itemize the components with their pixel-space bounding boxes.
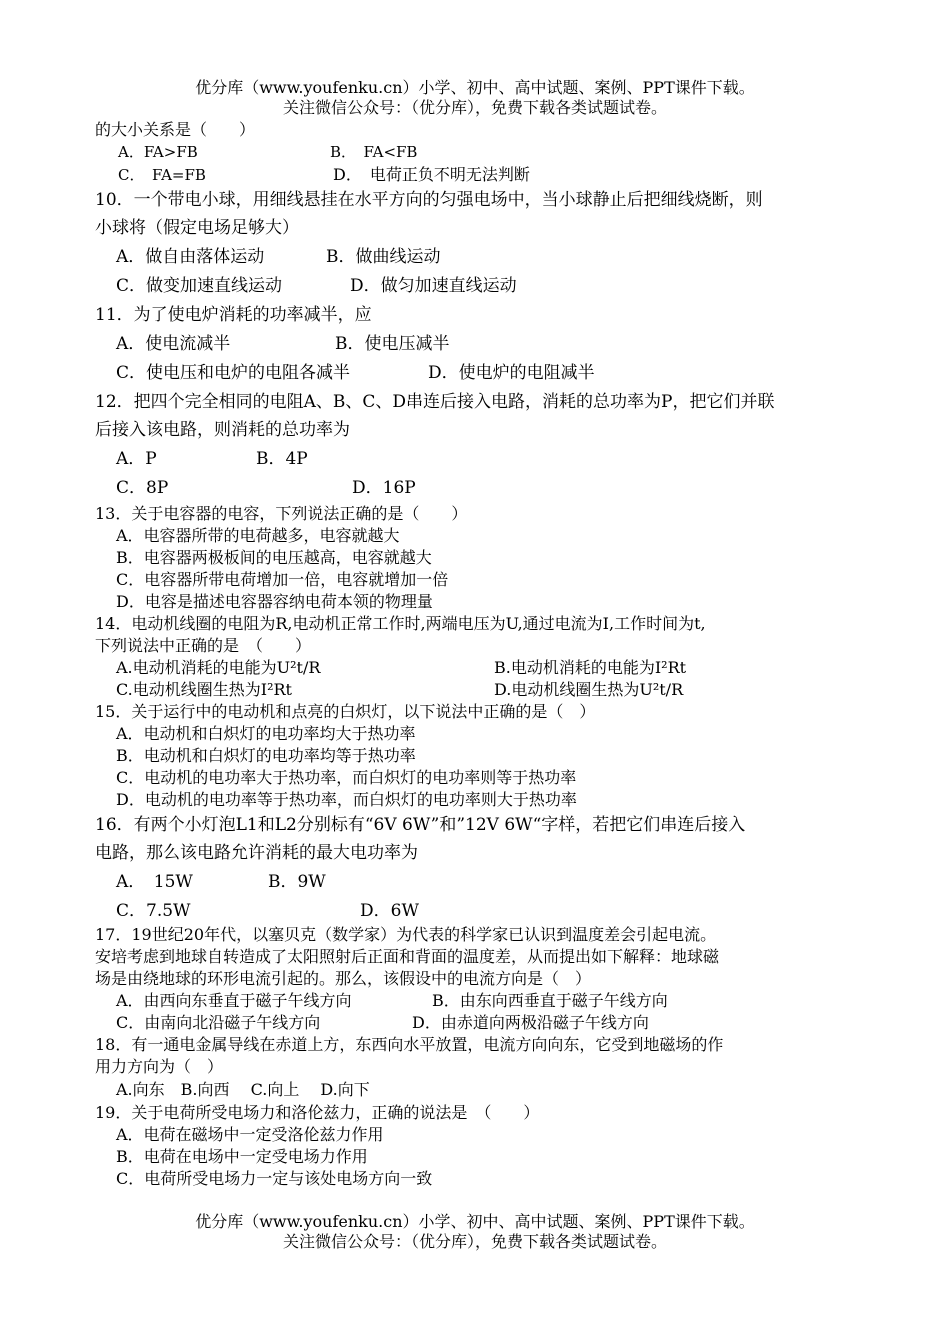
header-line-1: 优分库（www.youfenku.cn）小学、初中、高中试题、案例、PPT课件下载。	[195, 78, 755, 97]
q19-option-a: A．电荷在磁场中一定受洛伦兹力作用	[116, 1125, 384, 1144]
q10-line-2: 小球将（假定电场足够大）	[95, 218, 299, 238]
q12-option-d: D．16P	[352, 478, 416, 498]
q16-option-a: A． 15W	[116, 872, 193, 892]
q18-line-1: 18．有一通电金属导线在赤道上方，东西向水平放置，电流方向向东，它受到地磁场的作	[95, 1035, 724, 1054]
q12-line-2: 后接入该电路，则消耗的总功率为	[95, 420, 350, 440]
q16-line-2: 电路，那么该电路允许消耗的最大电功率为	[95, 843, 418, 863]
q17-line-3: 场是由绕地球的环形电流引起的。那么，该假设中的电流方向是（ ）	[95, 969, 592, 988]
q16-option-c: C．7.5W	[116, 901, 191, 921]
q11-option-d: D．使电炉的电阻减半	[428, 363, 595, 383]
footer-line-1: 优分库（www.youfenku.cn）小学、初中、高中试题、案例、PPT课件下载。	[195, 1212, 755, 1231]
q14-option-c: C.电动机线圈生热为I²Rt	[116, 680, 292, 699]
q15-option-c: C．电动机的电功率大于热功率，而白炽灯的电功率则等于热功率	[116, 768, 577, 787]
q9-option-c: C． FA=FB	[118, 166, 206, 184]
q13-line-1: 13．关于电容器的电容，下列说法正确的是（ ）	[95, 504, 468, 523]
q17-line-2: 安培考虑到地球自转造成了太阳照射后正面和背面的温度差，从而提出如下解释：地球磁	[95, 947, 720, 966]
q9-option-a: A．FA>FB	[118, 143, 198, 161]
q11-line-1: 11．为了使电炉消耗的功率减半，应	[95, 305, 372, 325]
q14-option-b: B.电动机消耗的电能为I²Rt	[494, 658, 687, 677]
q12-option-a: A．P	[116, 449, 157, 469]
q13-option-c: C．电容器所带电荷增加一倍，电容就增加一倍	[116, 570, 449, 589]
header-line-2: 关注微信公众号：（优分库），免费下载各类试题试卷。	[282, 98, 667, 117]
footer-line-2: 关注微信公众号：（优分库），免费下载各类试题试卷。	[282, 1232, 667, 1251]
q18-line-2: 用力方向为（ ）	[95, 1057, 224, 1076]
q17-option-a: A．由西向东垂直于磁子午线方向	[116, 991, 352, 1010]
q10-option-c: C．做变加速直线运动	[116, 276, 283, 296]
q13-option-a: A．电容器所带的电荷越多，电容就越大	[116, 526, 400, 545]
q11-option-b: B．使电压减半	[335, 334, 450, 354]
q10-option-a: A．做自由落体运动	[116, 247, 265, 267]
q17-option-d: D．由赤道向两极沿磁子午线方向	[412, 1013, 649, 1032]
q14-option-a: A.电动机消耗的电能为U²t/R	[116, 658, 321, 677]
q17-line-1: 17．19世纪20年代，以塞贝克（数学家）为代表的科学家已认识到温度差会引起电流。	[95, 925, 717, 944]
q10-option-d: D．做匀加速直线运动	[350, 276, 517, 296]
q9-continuation: 的大小关系是（ ）	[95, 120, 256, 139]
q19-line-1: 19．关于电荷所受电场力和洛伦兹力，正确的说法是 （ ）	[95, 1103, 540, 1122]
q16-line-1: 16．有两个小灯泡L1和L2分别标有“6V 6W”和”12V 6W“字样，若把它们串连后接入	[95, 815, 746, 835]
q12-option-c: C．8P	[116, 478, 169, 498]
q13-option-b: B．电容器两极板间的电压越高，电容就越大	[116, 548, 432, 567]
q13-option-d: D．电容是描述电容器容纳电荷本领的物理量	[116, 592, 433, 611]
q10-line-1: 10．一个带电小球，用细线悬挂在水平方向的匀强电场中，当小球静止后把细线烧断，则	[95, 190, 763, 210]
q9-option-b: B． FA<FB	[330, 143, 418, 161]
q18-options: A.向东 B.向西 C.向上 D.向下	[116, 1080, 370, 1099]
q9-option-d: D． 电荷正负不明无法判断	[333, 165, 530, 184]
q11-option-a: A．使电流减半	[116, 334, 231, 354]
q19-option-c: C．电荷所受电场力一定与该处电场方向一致	[116, 1169, 433, 1188]
q15-option-a: A．电动机和白炽灯的电功率均大于热功率	[116, 724, 416, 743]
q17-option-b: B．由东向西垂直于磁子午线方向	[432, 991, 668, 1010]
q15-line-1: 15．关于运行中的电动机和点亮的白炽灯，以下说法中正确的是（ ）	[95, 702, 596, 721]
q14-option-d: D.电动机线圈生热为U²t/R	[494, 680, 684, 699]
q16-option-b: B．9W	[268, 872, 326, 892]
q14-line-1: 14．电动机线圈的电阻为R,电动机正常工作时,两端电压为U,通过电流为I,工作时间为t,	[95, 614, 706, 633]
q15-option-d: D．电动机的电功率等于热功率，而白炽灯的电功率则大于热功率	[116, 790, 577, 809]
q16-option-d: D．6W	[360, 901, 419, 921]
q12-line-1: 12．把四个完全相同的电阻A、B、C、D串连后接入电路，消耗的总功率为P，把它们并联	[95, 392, 775, 412]
q15-option-b: B．电动机和白炽灯的电功率均等于热功率	[116, 746, 416, 765]
q14-line-2: 下列说法中正确的是 （ ）	[95, 636, 312, 655]
q11-option-c: C．使电压和电炉的电阻各减半	[116, 363, 351, 383]
q10-option-b: B．做曲线运动	[326, 247, 441, 267]
q12-option-b: B．4P	[256, 449, 308, 469]
q19-option-b: B．电荷在电场中一定受电场力作用	[116, 1147, 368, 1166]
q17-option-c: C．由南向北沿磁子午线方向	[116, 1013, 321, 1032]
